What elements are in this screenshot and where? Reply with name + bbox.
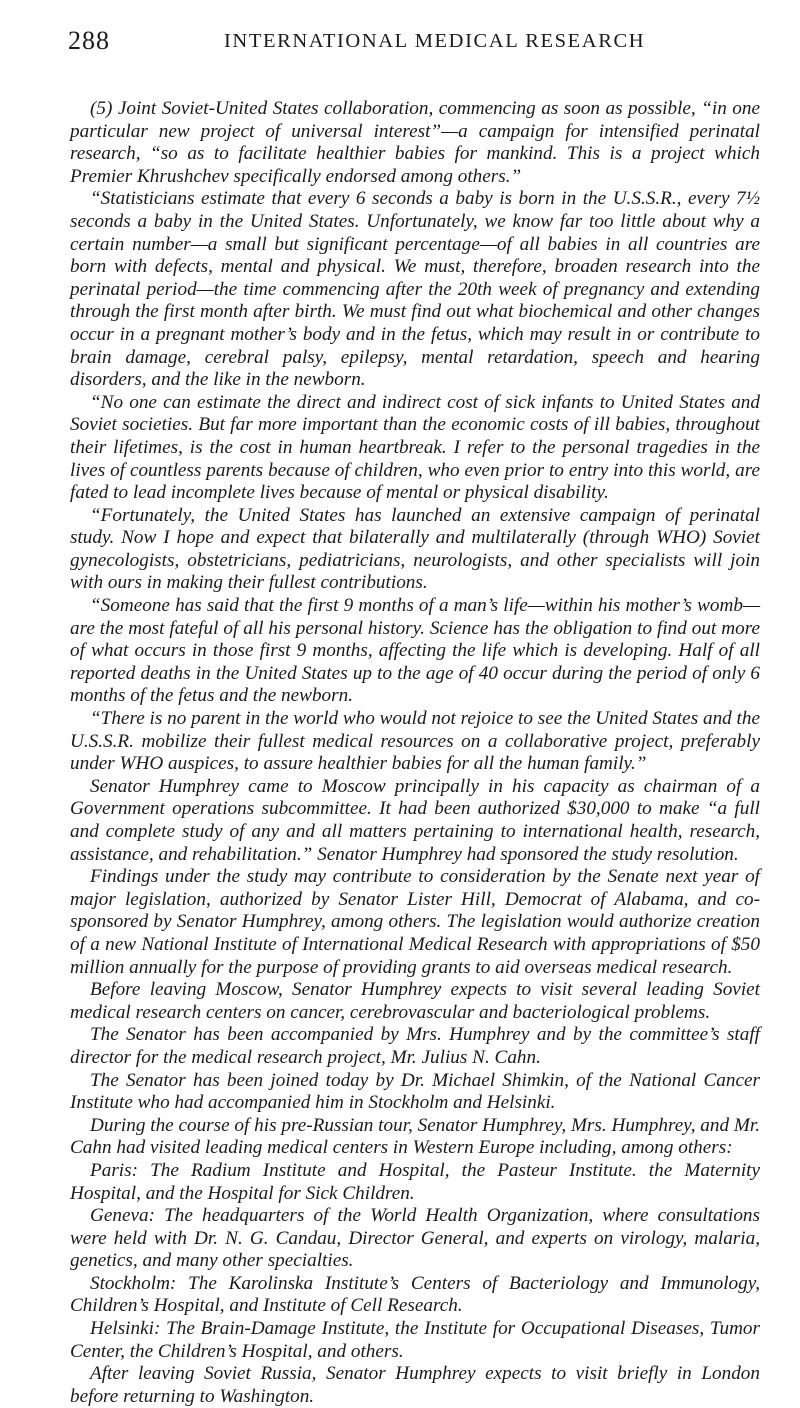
paragraph: “Someone has said that the first 9 months of a man’s life—within his mother’s womb—are the most fateful of all his personal history. Science has the obligation to find out more of what occurs in those first 9 months, affecting the life which is developing. Half of all reported deaths in the United States up to the age of 40 occur during the period of only 6 months of the fetus and the newborn. bbox=[70, 595, 760, 707]
paragraph: Stockholm: The Karolinska Institute’s Centers of Bacteriology and Immunology, Children’s Hospital, and Institute of Cell Research. bbox=[70, 1272, 760, 1317]
paragraph: (5) Joint Soviet-United States collaboration, commencing as soon as possible, “in one particular new project of universal interest”—a campaign for intensified perinatal research, “so as to facilitate healthier babies for mankind. This is a project which Premier Khrushchev specifically endorsed among others.” bbox=[70, 98, 760, 187]
paragraph: “Statisticians estimate that every 6 seconds a baby is born in the U.S.S.R., every 7½ seconds a baby in the United States. Unfortunately, we know far too little about why a certain number—a small but significant percentage—of all babies in all countries are born with defects, mental and physical. We must, therefore, broaden research into the perinatal period—the time commencing after the 20th week of pregnancy and extending through the first month after birth. We must find out what biochemical and other changes occur in a pregnant mother’s body and in the fetus, which may result in or contribute to brain damage, cerebral palsy, epilepsy, mental retardation, speech and hearing disorders, and the like in the newborn. bbox=[70, 188, 760, 391]
paragraph: “Fortunately, the United States has launched an extensive campaign of perinatal study. Now I hope and expect that bilaterally and multilaterally (through WHO) Soviet gynecologists, obstetricians, pediatricians, neurologists, and other specialists will join with ours in making their fullest contributions. bbox=[70, 504, 760, 594]
paragraph: Helsinki: The Brain-Damage Institute, the Institute for Occupational Diseases, Tumor Center, the Children’s Hospital, and others. bbox=[70, 1318, 760, 1362]
paragraph: Before leaving Moscow, Senator Humphrey expects to visit several leading Soviet medical research centers on cancer, cerebrovascular and bacteriological problems. bbox=[70, 979, 760, 1023]
paragraph: Findings under the study may contribute to consideration by the Senate next year of major legislation, authorized by Senator Lister Hill, Democrat of Alabama, and co-sponsored by Senator Humphrey, among others. The legislation would authorize creation of a new National Institute of International Medical Research with appropriations of $50 million annually for the purpose of providing grants to aid overseas medical research. bbox=[70, 866, 760, 978]
paragraph: Geneva: The headquarters of the World Health Organization, where consultations were held with Dr. N. G. Candau, Director General, and experts on virology, malaria, genetics, and many other specialties. bbox=[70, 1205, 760, 1272]
page-number: 288 bbox=[68, 26, 110, 55]
paragraph: Paris: The Radium Institute and Hospital, the Pasteur Institute. the Maternity Hospital, and the Hospital for Sick Children. bbox=[70, 1159, 760, 1204]
body-text bbox=[70, 98, 760, 1408]
paragraph: During the course of his pre-Russian tour, Senator Humphrey, Mrs. Humphrey, and Mr. Cahn had visited leading medical centers in Western Europe including, among others: bbox=[70, 1114, 760, 1159]
page-header bbox=[70, 26, 760, 60]
paragraph: “There is no parent in the world who would not rejoice to see the United States and the U.S.S.R. mobilize their fullest medical resources on a collaborative project, preferably under WHO auspices, to assure healthier babies for all the human family.” bbox=[70, 708, 760, 775]
running-head: INTERNATIONAL MEDICAL RESEARCH bbox=[224, 30, 646, 52]
paragraph: “No one can estimate the direct and indirect cost of sick infants to United States and Soviet societies. But far more important than the economic costs of ill babies, throughout their lifetimes, is the cost in human heartbreak. I refer to the personal tragedies in the lives of countless parents because of children, who even prior to entry into this world, are fated to lead incomplete lives because of mental or physical disability. bbox=[70, 391, 760, 504]
paragraph: After leaving Soviet Russia, Senator Humphrey expects to visit briefly in London before returning to Washington. bbox=[70, 1363, 760, 1407]
document-page bbox=[70, 26, 760, 1408]
paragraph: Senator Humphrey came to Moscow principally in his capacity as chairman of a Government operations subcommittee. It had been authorized $30,000 to make “a full and complete study of any and all matters pertaining to international health, research, assistance, and rehabilitation.” Senator Humphrey had sponsored the study resolution. bbox=[70, 775, 760, 865]
paragraph: The Senator has been joined today by Dr. Michael Shimkin, of the National Cancer Institute who had accompanied him in Stockholm and Helsinki. bbox=[70, 1069, 760, 1114]
paragraph: The Senator has been accompanied by Mrs. Humphrey and by the committee’s staff director for the medical research project, Mr. Julius N. Cahn. bbox=[70, 1024, 760, 1068]
